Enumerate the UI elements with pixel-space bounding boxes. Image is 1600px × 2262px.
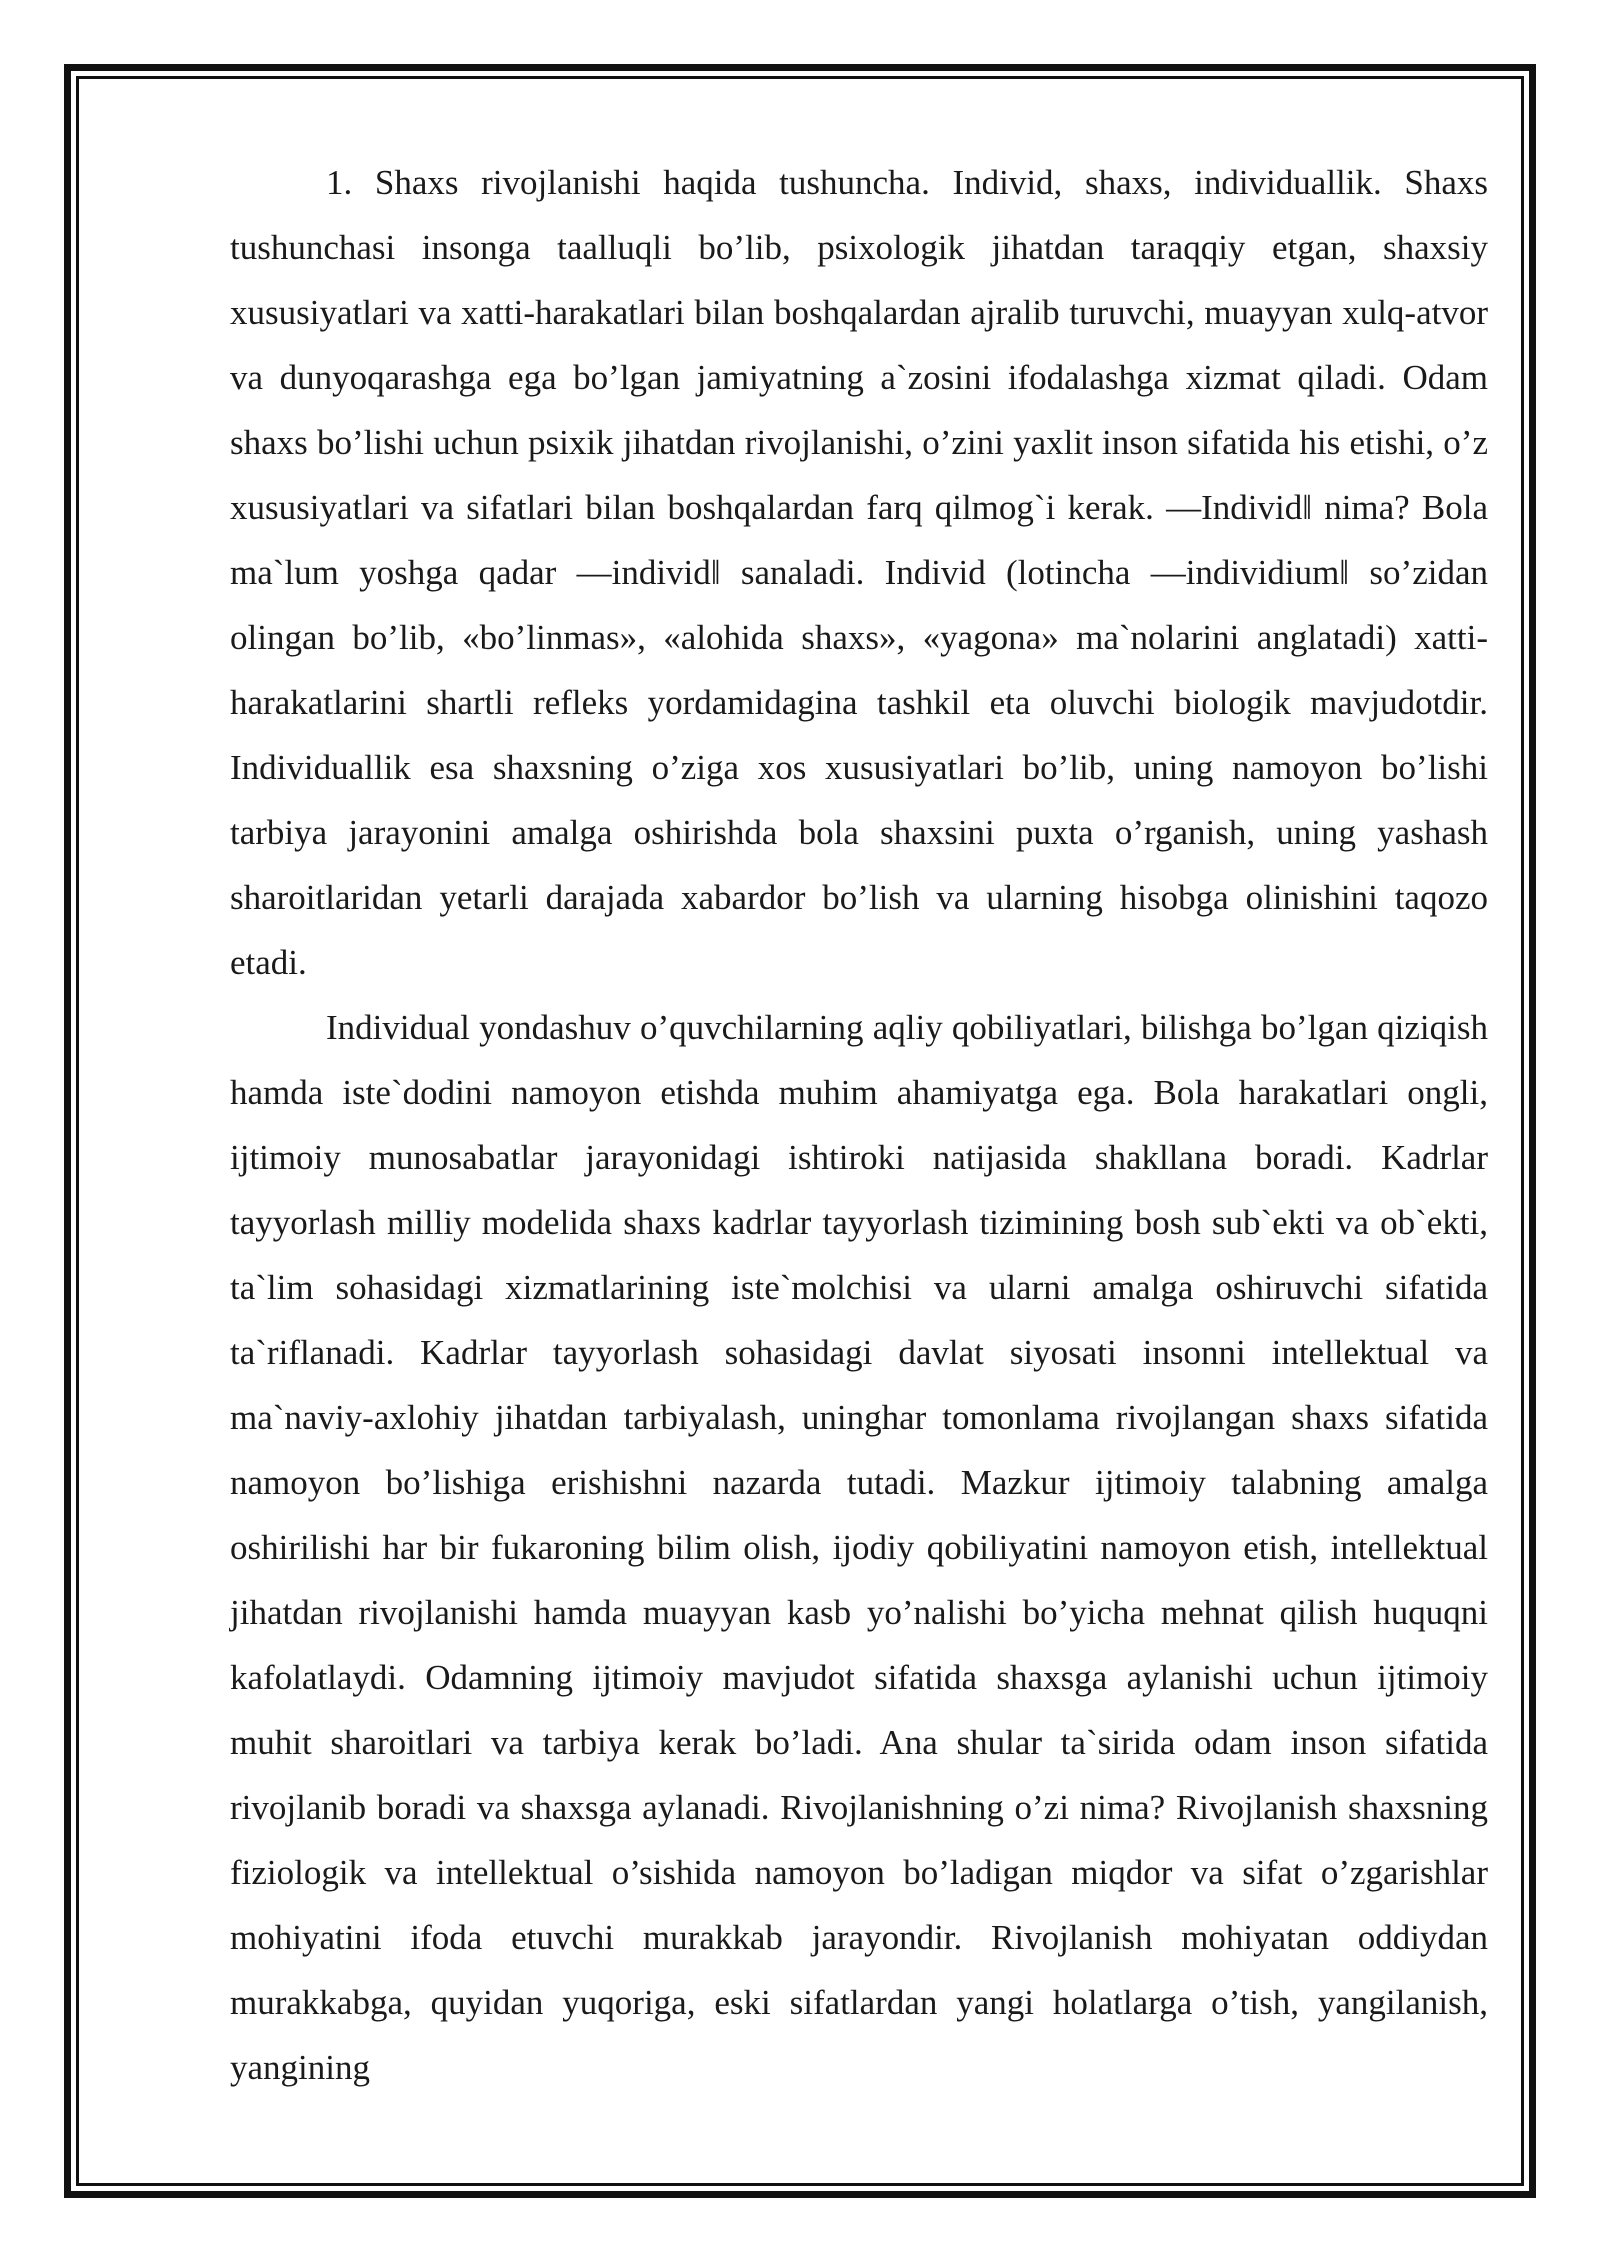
document-body <box>230 150 1488 2100</box>
paragraph-1: 1. Shaxs rivojlanishi haqida tushuncha. Individ, shaxs, individuallik. Shaxs tushunchasi insonga taalluqli bo’lib, psixologik jihatdan taraqqiy etgan, shaxsiy xususiyatlari va xatti-harakatlari bilan boshqalardan ajralib turuvchi, muayyan xulq-atvor va dunyoqarashga ega bo’lgan jamiyatning a`zosini ifodalashga xizmat qiladi. Odam shaxs bo’lishi uchun psixik jihatdan rivojlanishi, o’zini yaxlit inson sifatida his etishi, o’z xususiyatlari va sifatlari bilan boshqalardan farq qilmog`i kerak. ―Individ‖ nima? Bola ma`lum yoshga qadar ―individ‖ sanaladi. Individ (lotincha ―individium‖ so’zidan olingan bo’lib, «bo’linmas», «alohida shaxs», «yagona» ma`nolarini anglatadi) xatti-harakatlarini shartli refleks yordamidagina tashkil eta oluvchi biologik mavjudotdir. Individuallik esa shaxsning o’ziga xos xususiyatlari bo’lib, uning namoyon bo’lishi tarbiya jarayonini amalga oshirishda bola shaxsini puxta o’rganish, uning yashash sharoitlaridan yetarli darajada xabardor bo’lish va ularning hisobga olinishini taqozo etadi. <box>230 163 1488 982</box>
paragraph-2: Individual yondashuv o’quvchilarning aqliy qobiliyatlari, bilishga bo’lgan qiziqish hamda iste`dodini namoyon etishda muhim ahamiyatga ega. Bola harakatlari ongli, ijtimoiy munosabatlar jarayonidagi ishtiroki natijasida shakllana boradi. Kadrlar tayyorlash milliy modelida shaxs kadrlar tayyorlash tizimining bosh sub`ekti va ob`ekti, ta`lim sohasidagi xizmatlarining iste`molchisi va ularni amalga oshiruvchi sifatida ta`riflanadi. Kadrlar tayyorlash sohasidagi davlat siyosati insonni intellektual va ma`naviy-axlohiy jihatdan tarbiyalash, uninghar tomonlama rivojlangan shaxs sifatida namoyon bo’lishiga erishishni nazarda tutadi. Mazkur ijtimoiy talabning amalga oshirilishi har bir fukaroning bilim olish, ijodiy qobiliyatini namoyon etish, intellektual jihatdan rivojlanishi hamda muayyan kasb yo’nalishi bo’yicha mehnat qilish huquqni kafolatlaydi. Odamning ijtimoiy mavjudot sifatida shaxsga aylanishi uchun ijtimoiy muhit sharoitlari va tarbiya kerak bo’ladi. Ana shular ta`sirida odam inson sifatida rivojlanib boradi va shaxsga aylanadi. Rivojlanishning o’zi nima? Rivojlanish shaxsning fiziologik va intellektual o’sishida namoyon bo’ladigan miqdor va sifat o’zgarishlar mohiyatini ifoda etuvchi murakkab jarayondir. Rivojlanish mohiyatan oddiydan murakkabga, quyidan yuqoriga, eski sifatlardan yangi holatlarga o’tish, yangilanish, yangining <box>230 1008 1488 2087</box>
